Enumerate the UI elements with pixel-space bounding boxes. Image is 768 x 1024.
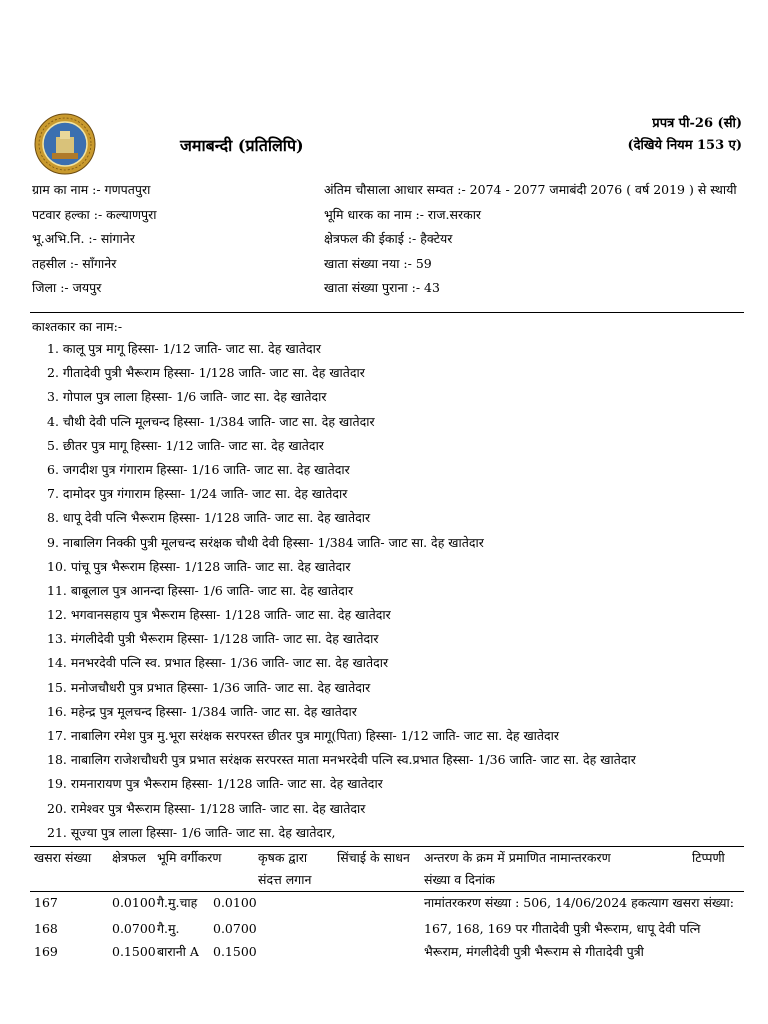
list-item: 17. नाबालिग रमेश पुत्र मु.भूरा सरंक्षक सरपरस्त छीतर पुत्र मागू(पिता) हिस्सा- 1/12 जाति- जाट सा. देह खातेदार [47,728,560,743]
list-item: 10. पांचू पुत्र भैरूराम हिस्सा- 1/128 जाति- जाट सा. देह खातेदार [47,558,351,574]
area-value: 0.0100 [112,895,156,910]
list-item: 21. सूज्या पुत्र लाला हिस्सा- 1/6 जाति- जाट सा. देह खातेदार, [47,824,336,840]
cultivators-heading: काश्तकार का नाम:- [32,319,123,334]
column-header-khasra: खसरा संख्या [34,850,92,865]
list-item: 5. छीतर पुत्र मागू हिस्सा- 1/12 जाति- जाट सा. देह खातेदार [47,437,324,453]
list-item: 2. गीतादेवी पुत्री भैरूराम हिस्सा- 1/128 जाति- जाट सा. देह खातेदार [47,365,365,381]
khasra-number: 168 [34,921,58,936]
column-header-rent: कृषक द्वारा [258,850,308,865]
list-item: 19. रामनारायण पुत्र भैरूराम हिस्सा- 1/128 जाति- जाट सा. देह खातेदार [47,776,383,792]
settlement-year: अंतिम चौसाला आधार सम्वत :- 2074 - 2077 जमाबंदी 2076 ( वर्ष 2019 ) से स्थायी [324,182,737,197]
section-divider [30,312,744,313]
account-number-old: खाता संख्या पुराना :- 43 [324,280,440,295]
mutation-details: भैरूराम, मंगलीदेवी पुत्री भैरूराम से गीतादेवी पुत्री [424,944,644,959]
list-item: 4. चौथी देवी पत्नि मूलचन्द हिस्सा- 1/384 जाति- जाट सा. देह खातेदार [47,413,375,429]
land-class: गै.मु. [157,921,180,936]
khasra-number: 169 [34,944,58,959]
rule-reference: (देखिये नियम 153 ए) [627,138,742,153]
list-item: 20. रामेश्वर पुत्र भैरूराम हिस्सा- 1/128 जाति- जाट सा. देह खातेदार [47,800,366,816]
table-row [0,918,768,940]
column-header-mutation-line2: संख्या व दिनांक [424,872,495,887]
list-item: 13. मंगलीदेवी पुत्री भैरूराम हिस्सा- 1/128 जाति- जाट सा. देह खातेदार [47,631,379,647]
list-item: 18. नाबालिग राजेशचौधरी पुत्र प्रभात सरंक्षक सरपरस्त माता मनभरदेवी पत्नि स्व.प्रभात हिस्सा- 1/36 जाति- जाट सा. देह खातेदार [47,752,636,768]
column-header-land-class: भूमि वर्गीकरण [157,850,222,865]
land-class-area: 0.0100 [213,895,257,910]
table-row [0,941,768,963]
land-record-inspector: भू.अभि.नि. :- सांगानेर [32,231,135,246]
area-value: 0.0700 [112,921,156,936]
mutation-details: 167, 168, 169 पर गीतादेवी पुत्री भैरूराम, धापू देवी पत्नि [424,921,701,936]
list-item: 16. महेन्द्र पुत्र मूलचन्द हिस्सा- 1/384 जाति- जाट सा. देह खातेदार [47,703,357,719]
district: जिला :- जयपुर [32,280,102,295]
tehsil: तहसील :- साँगानेर [32,256,117,271]
form-number: प्रपत्र पी-26 (सी) [652,116,742,131]
column-header-remarks: टिप्पणी [692,850,725,865]
land-holder-name: भूमि धारक का नाम :- राज.सरकार [324,207,482,222]
list-item: 15. मनोजचौधरी पुत्र प्रभात हिस्सा- 1/36 जाति- जाट सा. देह खातेदार [47,679,371,695]
area-unit: क्षेत्रफल की ईकाई :- हैक्टेयर [324,231,453,246]
list-item: 7. दामोदर पुत्र गंगाराम हिस्सा- 1/24 जाति- जाट सा. देह खातेदार [47,486,348,502]
column-header-area: क्षेत्रफल [112,850,146,865]
list-item: 6. जगदीश पुत्र गंगाराम हिस्सा- 1/16 जाति- जाट सा. देह खातेदार [47,461,350,477]
land-class-area: 0.0700 [213,921,257,936]
column-header-rent-line2: संदत्त लगान [258,872,312,887]
mutation-details: नामांतरकरण संख्या : 506, 14/06/2024 हकत्याग खसरा संख्या: [424,895,734,910]
table-row [0,892,768,914]
land-class-area: 0.1500 [213,944,257,959]
patwar-circle: पटवार हल्का :- कल्याणपुरा [32,207,157,222]
list-item: 1. कालू पुत्र मागू हिस्सा- 1/12 जाति- जाट सा. देह खातेदार [47,341,321,356]
list-item: 9. नाबालिग निक्की पुत्री मूलचन्द सरंक्षक चौथी देवी हिस्सा- 1/384 जाति- जाट सा. देह खातेदार [47,534,484,550]
list-item: 14. मनभरदेवी पत्नि स्व. प्रभात हिस्सा- 1/36 जाति- जाट सा. देह खातेदार [47,655,389,671]
column-header-mutation: अन्तरण के क्रम में प्रमाणित नामान्तरकरण [424,850,611,865]
khasra-number: 167 [34,895,58,910]
area-value: 0.1500 [112,944,156,959]
column-header-irrigation: सिंचाई के साधन [337,850,410,865]
list-item: 11. बाबूलाल पुत्र आनन्दा हिस्सा- 1/6 जाति- जाट सा. देह खातेदार [47,582,354,598]
land-class: बारानी A [157,944,199,959]
land-class: गै.मु.चाह [157,895,198,910]
cultivator-list [47,337,636,845]
list-item: 12. भगवानसहाय पुत्र भैरूराम हिस्सा- 1/128 जाति- जाट सा. देह खातेदार [47,607,391,623]
list-item: 3. गोपाल पुत्र लाला हिस्सा- 1/6 जाति- जाट सा. देह खातेदार [47,389,327,405]
account-number-new: खाता संख्या नया :- 59 [324,256,432,271]
document-title: जमाबन्दी (प्रतिलिपि) [180,136,304,155]
list-item: 8. धापू देवी पत्नि भैरूराम हिस्सा- 1/128 जाति- जाट सा. देह खातेदार [47,510,371,526]
government-emblem-logo [34,113,96,175]
village-name: ग्राम का नाम :- गणपतपुरा [32,182,151,197]
